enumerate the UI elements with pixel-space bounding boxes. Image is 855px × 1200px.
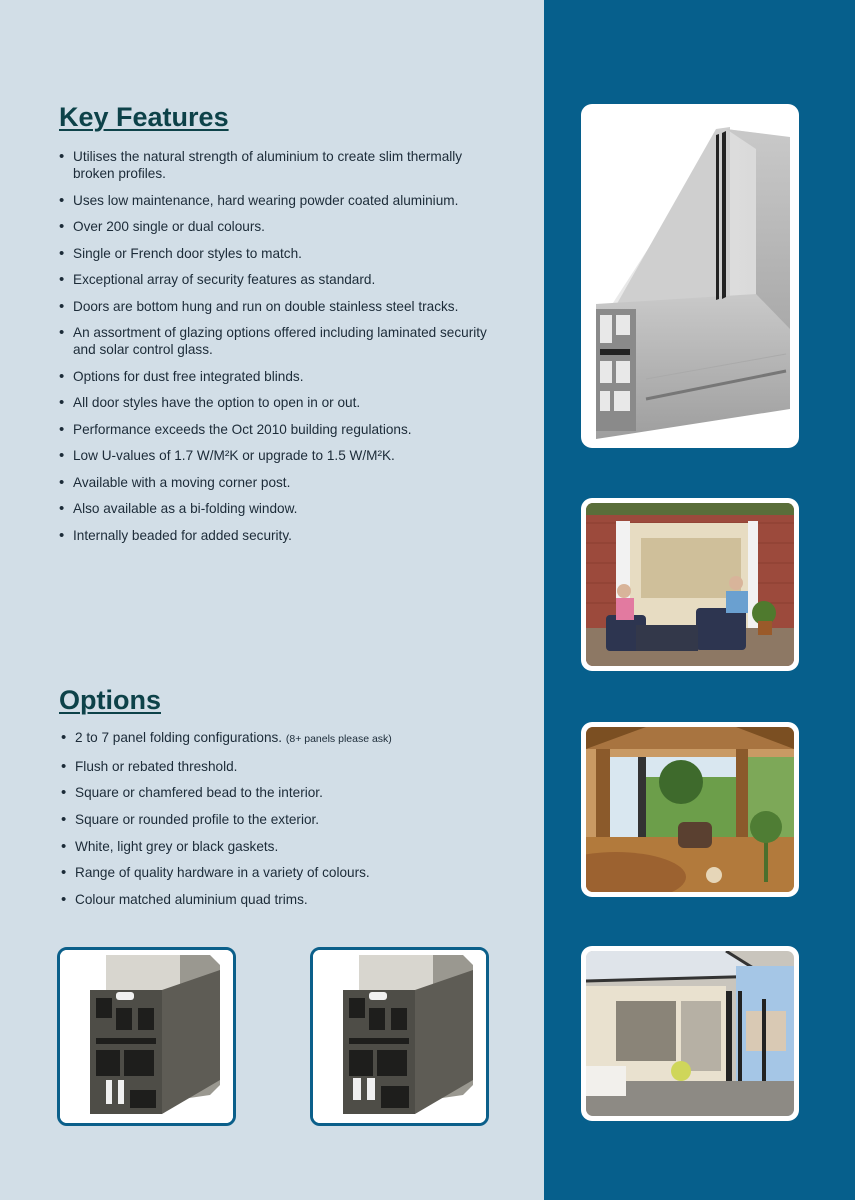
list-item [61,729,501,748]
list-item: • An assortment of glazing options offered including laminated security and solar control glass. [59,324,499,358]
dark-profile-section-rebated-image [310,947,489,1126]
options-list [61,729,501,918]
key-features-heading: Key Features [59,102,229,132]
list-item: • Options for dust free integrated blinds. [59,368,499,385]
list-item: • Available with a moving corner post. [59,474,499,491]
option-note: (8+ panels please ask) [285,733,392,745]
options-heading: Options [59,685,161,715]
list-item: • Performance exceeds the Oct 2010 building regulations. [59,421,499,438]
list-item [61,891,501,908]
option-text: 2 to 7 panel folding configurations. [75,730,286,745]
list-item: • Doors are bottom hung and run on double stainless steel tracks. [59,298,499,315]
list-item [61,838,501,855]
list-item [61,864,501,881]
list-item: • Low U-values of 1.7 W/M²K or upgrade to 1.5 W/M²K. [59,447,499,464]
list-item: • Exceptional array of security features as standard. [59,271,499,288]
list-item [61,784,501,801]
list-item: • Also available as a bi-folding window. [59,500,499,517]
list-item [61,758,501,775]
option-text: Colour matched aluminium quad trims. [75,892,308,908]
modern-extension-image [581,946,799,1121]
grey-frame-corner-image [581,104,799,448]
option-text: Flush or rebated threshold. [75,758,238,774]
option-text: Square or rounded profile to the exterior. [75,812,320,828]
oak-conservatory-image [581,722,799,897]
list-item [61,811,501,828]
option-text: Square or chamfered bead to the interior. [75,785,323,801]
list-item: • Internally beaded for added security. [59,527,499,544]
dark-profile-section-flush-image [57,947,236,1126]
list-item: • Utilises the natural strength of aluminium to create slim thermally broken profiles. [59,148,499,182]
option-text: Range of quality hardware in a variety of colours. [75,865,370,881]
list-item: • Uses low maintenance, hard wearing powder coated aluminium. [59,192,499,209]
key-features-list [59,148,499,553]
list-item: • All door styles have the option to open in or out. [59,394,499,411]
option-text: White, light grey or black gaskets. [75,838,279,854]
list-item: • Over 200 single or dual colours. [59,218,499,235]
list-item: • Single or French door styles to match. [59,245,499,262]
patio-couple-image [581,498,799,671]
